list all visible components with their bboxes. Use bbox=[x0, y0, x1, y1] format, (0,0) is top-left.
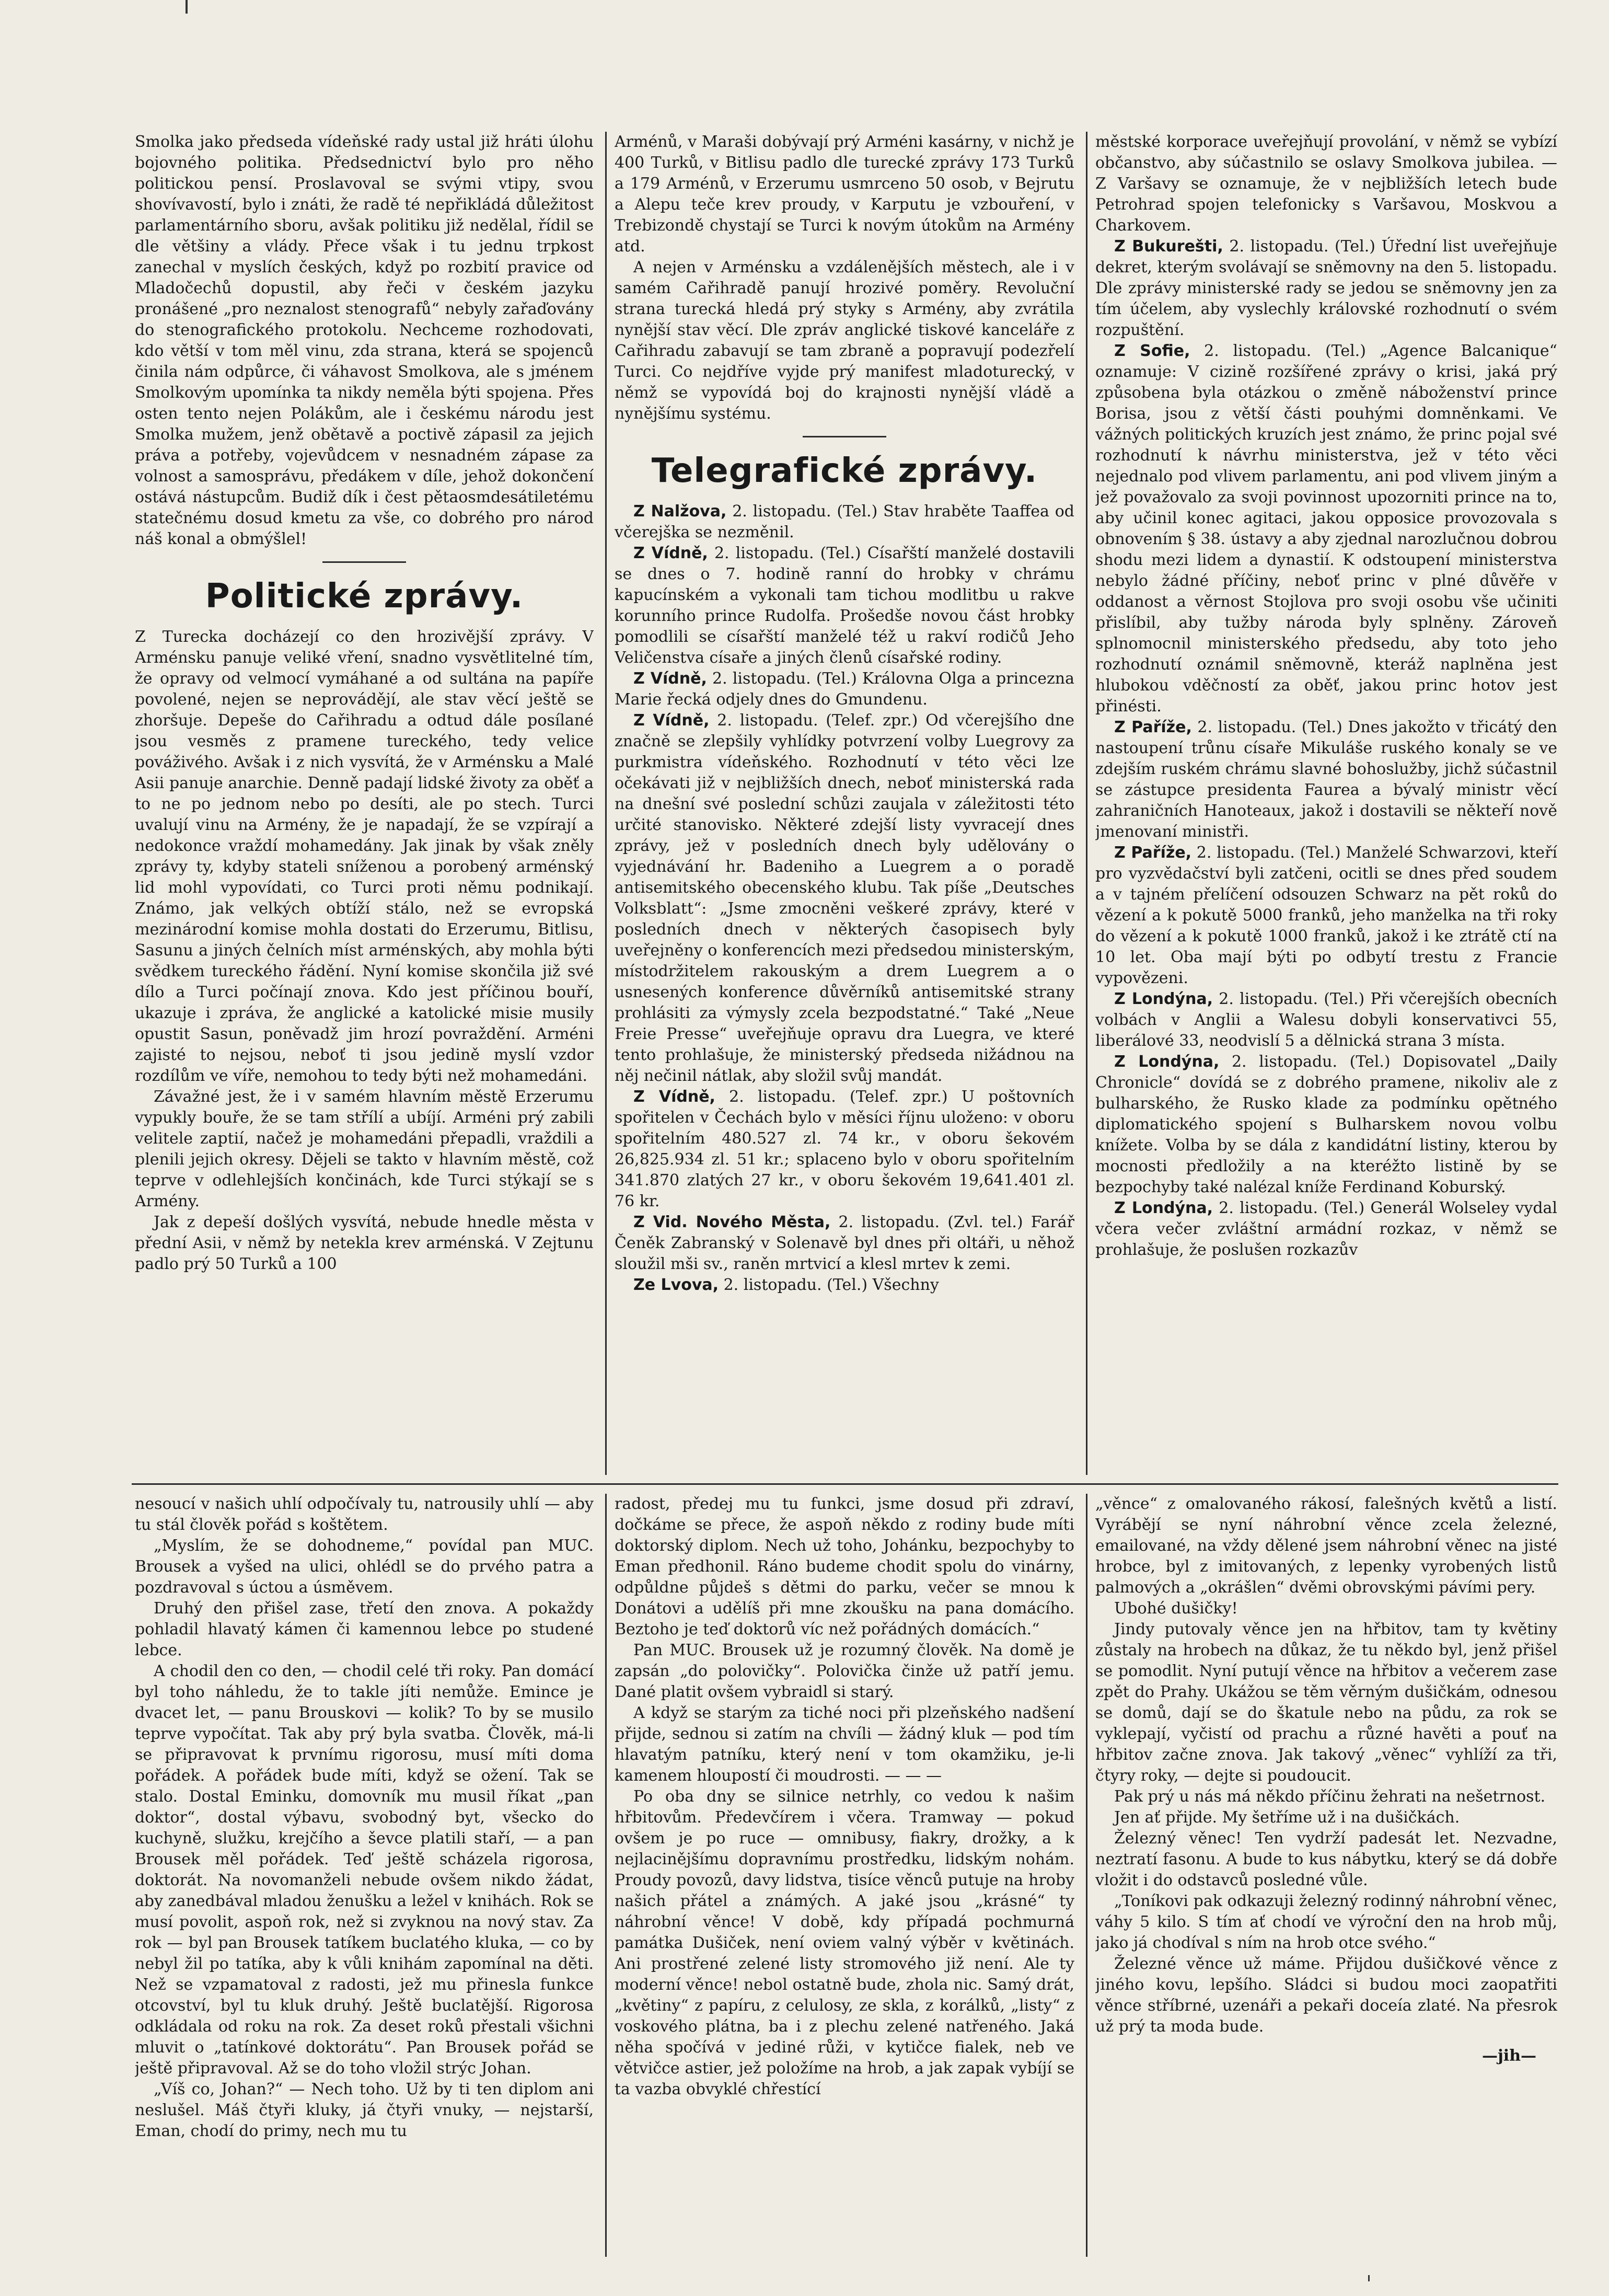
smolka-article-end: Smolka jako předseda vídeňské rady ustal již hráti úlohu bojovného politika. Předsednictví bylo pro něho politickou pensí. Proslavoval se svými vtipy, svou shovívavostí, bylo i znáti, že radě té nepřikládá důležitost parlamentárního sboru, avšak politiku již nedělal, řídil se dle většiny a vlády. Přece však i tu jednu trpkost zanechal v myslích českých, když po rozbití pravice od Mladočechů dopustil, aby řeči v českém jazyku pronášené „pro neznalost stenografů“ nebyly zařaďovány do stenografického protokolu. Nechceme rozhodovati, kdo větší v tom měl vinu, zda strana, která se spojenců činila nám odpůrce, či váhavost Smolkova, ale s jménem Smolkovým upomínka ta nikdy neměla býti spojena. Přes osten tento nejen Polákům, ale i českému národu jest Smolka mužem, jenž obětavě a poctivě zápasil za jejich práva a potřeby, vojevůdcem v nesnadném zápase za volnost a samosprávu, předákem v díle, jehož dokončení ostává nástupcům. Budiž dík i čest pětaosmdesátiletému statečnému dosud kmetu za vše, co dobrého pro národ náš konal a obmýšlel! bbox=[135, 133, 594, 548]
feuilleton-paragraph: nesoucí v našich uhlí odpočívaly tu, natrousily uhlí — aby tu stál člověk pořád s koštětem. bbox=[135, 1495, 594, 1534]
feuilleton-divider bbox=[132, 1483, 1558, 1485]
feuilleton-paragraph: „Toníkovi pak odkazuji železný rodinný náhrobní věnec, váhy 5 kilo. S tím ať chodí ve výroční den na hrob můj, jako já chodíval s ním na hrob otce svého.“ bbox=[1095, 1892, 1557, 1952]
dispatch-text: 2. listopadu. (Tel.) Královna Olga a princezna Marie řecká odjely dnes do Gmundenu. bbox=[615, 670, 1074, 709]
telegraficke-zpravy-heading: Telegrafické zprávy. bbox=[651, 452, 1038, 490]
feuilleton-paragraph: Pan MUC. Brousek už je rozumný člověk. Na domě je zapsán „do polovičky“. Polovička činže už patří jemu. Dané platit ovšem vybraidl si starý. bbox=[615, 1641, 1074, 1701]
paragraph-carihrad: A nejen v Arménsku a vzdálenějších městech, ale i v samém Cařihradě panují hrozivé poměry. Revoluční strana turecká hledá prý styky s Armény, aby zvrátila nynější stav věcí. Dle zpráv anglické tiskové kanceláře z Cařihradu zabavují se tam zbraně a popravují podezřelí Turci. Co nejdříve vyjde prý manifest mladoturecký, v němž se vypovídá boj do krajnosti nynější vládě a nynějšímu systému. bbox=[615, 258, 1074, 423]
dispatch-text: 2. listopadu. (Tel.) Manželé Schwarzovi, kteří pro vyzvědačství byli zatčeni, ocitli se dnes před soudem a v tajném přelíčení odsouzen Schwarz na pět roků do vězení a k pokutě 5000 franků, jeho manželka na tři roky do vězení a k pokutě 1000 franků, jakož i ke ztrátě ctí na 10 let. Oba mají býti po odbytí trestu z Francie vypovězeni. bbox=[1095, 844, 1557, 987]
separator-rule bbox=[322, 561, 406, 563]
top-margin-mark bbox=[186, 0, 188, 14]
feuilleton-paragraph: Železný věnec! Ten vydrží padesát let. Nezvadne, neztratí fasonu. A bude to kus nábytku, který se dá dobře vložit i do odstavců posledné vůle. bbox=[1095, 1829, 1557, 1889]
feuilleton-paragraph: „Myslím, že se dohodneme,“ povídal pan MUC. Brousek a vyšed na ulici, ohlédl se do prvého patra a pozdravoval s úctou a úsměvem. bbox=[135, 1537, 594, 1597]
column-top-right bbox=[1095, 132, 1557, 1477]
feuilleton-paragraph: Pak prý u nás má někdo příčinu žehrati na nešetrnost. bbox=[1114, 1787, 1546, 1806]
dispatch-text: 2. listopadu. (Telef. zpr.) U poštovních spořitelen v Čechách bylo v měsíci říjnu uloženo: v oboru spořitelním 480.527 zl. 74 kr., v oboru šekovém 26,825.934 zl. 51 kr.; splaceno bylo v oboru spořitelním 341.870 zlatých 27 kr., v oboru šekovém 19,641.401 zl. 76 kr. bbox=[615, 1088, 1074, 1210]
dispatch-item bbox=[1095, 717, 1557, 843]
dispatch-place: Z Londýna, bbox=[1114, 990, 1213, 1008]
feuilleton-paragraph: A chodil den co den, — chodil celé tři roky. Pan domácí byl toho náhledu, že to takle jíti nemůže. Emince je dvacet let, — panu Brouskovi — kolik? To by se musilo teprve vypočítat. Tak aby prý byla svatba. Člověk, má-li se připravovat k prvnímu rigorosu, musí míti doma pořádek. A pořádek bude míti, když se ožení. Tak se stalo. Dostal Eminku, domovník mu musil říkat „pan doktor“, dostal výbavu, svobodný byt, všecko do kuchyně, služku, krejčího a ševce platili staří, — a pan Brousek měl pořádek. Teď ještě scházela rigorosa, doktorát. Na novomanželi nebude ovšem nikdo žádat, aby zanedbával mladou ženušku a ležel v knihách. Rok se musí povolit, aspoň rok, než si zvyknou na nový stav. Za rok — byl pan Brousek tatíkem buclatého kluka, — co by nebyl žil po tatíka, aby k vůli knihám zapomínal na děti. Než se vzpamatoval z radosti, jež mu přinesla funkce otcovství, byl tu kluk druhý. Ještě buclatější. Rigorosa odkládala od roku na rok. Za deset roků přestali všichni mluvit o „tatínkové doktorátu“. Pan Brousek pořád se ještě připravoval. Až se do toho vložil strýc Johan. bbox=[135, 1662, 594, 2078]
dispatch-place: Z Vídně, bbox=[633, 711, 710, 730]
dispatch-item bbox=[615, 710, 1074, 1087]
dispatch-place: Z Vid. Nového Města, bbox=[633, 1213, 831, 1231]
dispatch-text: městské korporace uveřejňují provolání, v němž se vybízí občanstvo, aby súčastnilo se oslavy Smolkova jubilea. — Z Varšavy se oznamuje, že v nejbližších letech bude Petrohrad spojen telefonicky s Varšavou, Moskvou a Charkovem. bbox=[1095, 133, 1557, 235]
dispatch-item bbox=[1095, 132, 1557, 236]
dispatch-place: Z Paříže, bbox=[1114, 718, 1192, 736]
dispatch-item bbox=[1095, 341, 1557, 717]
column-top-left bbox=[135, 132, 594, 1477]
dispatch-item bbox=[1095, 236, 1557, 341]
separator-rule bbox=[803, 436, 886, 437]
dispatch-item bbox=[615, 1087, 1074, 1212]
feuilleton-paragraph: radost, předej mu tu funkci, jsme dosud při zdraví, dočkáme se přece, že aspoň někdo z rodiny bude míti doktorský diplom. Nech už toho, Johánku, bezpochyby to Eman předhonil. Ráno budeme chodit spolu do vinárny, odpůldne půjdeš s dětmi do parku, večer se mnou k Donátovi a udělíš při mne zkoušku na pana domácího. Beztoho je teď doktorů víc než pořádných domácích.“ bbox=[615, 1495, 1074, 1639]
bottom-margin-mark bbox=[1368, 2275, 1370, 2281]
column-rule-bottom-2 bbox=[1086, 1494, 1087, 2257]
dispatch-item bbox=[615, 543, 1074, 668]
dispatch-item bbox=[1095, 1052, 1557, 1198]
politicke-zpravy-heading: Politické zprávy. bbox=[205, 577, 524, 616]
dispatch-item bbox=[615, 668, 1074, 710]
dispatch-place: Z Vídně, bbox=[633, 1088, 715, 1106]
feuilleton-paragraph: Jindy putovaly věnce jen na hřbitov, tam ty květiny zůstaly na hrobech na důkaz, že tu někdo byl, jenž přišel se pomodlit. Nyní putují věnce na hřbitov a večerem zase zpět do Prahy. Ukážou se těm věrným dušičkám, odnesou se domů, dají se do škatule nebo na půdu, za rok se vyklepají, vyčistí od prachu a různé havěti a pouť na hřbitov začne znova. Jak takový „věnec“ vyhlíží za tři, čtyry roky, — dejte si poudoucit. bbox=[1095, 1620, 1557, 1785]
column-rule-top-2 bbox=[1086, 132, 1087, 1475]
dispatch-item bbox=[1095, 843, 1557, 989]
feuilleton-paragraph: Po oba dny se silnice netrhly, co vedou k našim hřbitovům. Předevčírem i včera. Tramway — pokud ovšem je po ruce — omnibusy, fiakry, drožky, a k nejlacinějšímu dopravnímu prostředku, lidským nohám. Proudy povozů, davy lidstva, tisíce věnců putuje na hroby našich přátel a známých. A jaké jsou „krásné“ ty náhrobní věnce! V době, kdy případá pochmurná památka Dušiček, není oviem valný výběr v květinách. Ani prostřené zelené listy stromového již není. Ale ty moderní věnce! nebol ostatně bude, zhola nic. Samý drát, „květiny“ z papíru, z celulosy, ze skla, z korálků, „listy“ z voskového plátna, ba i z plechu zelené natřeného. Jaká něha spočívá v jediné růži, v kytičce fialek, neb ve větvičce astier, jež položíme na hrob, a jak zapak vybíjí se ta vazba obvyklé chřestící bbox=[615, 1787, 1074, 2098]
dispatch-place: Ze Lvova, bbox=[633, 1276, 719, 1294]
dispatch-text: 2. listopadu. (Tel.) Dopisovatel „Daily Chronicle“ dovídá se z dobrého pramene, nikoliv ale z bulharského, že Rusko klade za podmínku opětného diplomatického spojení s Bulharskem novou volbu knížete. Volba by se dála z kandidátní listiny, kterou by mocnosti předložily a na kteréžto listině by se bezpochyby také nalézal kníže Ferdinand Koburský. bbox=[1095, 1053, 1557, 1196]
dispatch-place: Z Sofie, bbox=[1114, 342, 1190, 360]
dispatch-text: 2. listopadu. (Tel.) Všechny bbox=[723, 1276, 939, 1294]
column-bottom-left bbox=[135, 1494, 594, 2262]
feuilleton-paragraph: Železné věnce už máme. Přijdou dušičkové věnce z jiného kovu, lepšího. Sládci si budou moci zaopatřiti věnce stříbrné, uzenáři a pekaři doceía zlaté. Na přesrok už prý ta moda bude. bbox=[1095, 1955, 1557, 2036]
paragraph-turecko: Z Turecka docházejí co den hrozivější zprávy. V Arménsku panuje veliké vření, snadno vysvětlitelné tím, že opravy od velmocí vymáhané a od sultána na papíře povolené, nejen se neprovádějí, ale stav věcí ještě se zhoršuje. Depeše do Cařihradu a odtud dále posílané jsou vesměs z pramene tureckého, tedy velice pováživého. Avšak i z nich vysvítá, že v Arménsku a Malé Asii panuje anarchie. Denně padají lidské životy za oběť a to ne po jednom nebo po desíti, ale po stech. Turci uvalují vinu na Armény, že je napadají, že se vzpírají a nedokonce vraždí mohamedány. Jak jinak by však zněly zprávy ty, kdyby stateli sníženou a porobený arménský lid mohl vypovídati, co Turci proti němu podnikají. Známo, jak velkých obtíží stálo, než se evropská mezinárodní komise mohla dostati do Erzerumu, Bitlisu, Sasunu a jiných čelních míst arménských, aby mohla býti svědkem tureckého řádění. Nyní komise skončila již své dílo a Turci počínají znova. Kdo jest příčinou bouří, ukazuje i zpráva, že anglické a katolické misie musily opustit Sasun, poněvadž jim hrozí povraždění. Arméni zajisté to nejsou, neboť ti jsou jedině myslí vzdor rozdílům ve víře, nemohou to tedy býti než mohamedáni. bbox=[135, 628, 594, 1085]
feuilleton-paragraph: Druhý den přišel zase, třetí den znova. A pokaždy pohladil hlavatý kámen či kamennou lebce po studené lebce. bbox=[135, 1599, 594, 1659]
dispatch-text: 2. listopadu. (Zvl. tel.) Farář Čeněk Zabranský v Solenavě byl dnes při oltáři, u něhož sloužil mši sv., raněn mrtvicí a klesl mrtev k zemi. bbox=[615, 1213, 1074, 1273]
dispatch-text: 2. listopadu. (Tel.) Úřední list uveřejňuje dekret, kterým svolávají se sněmovny na den 5. listopadu. Dle zprávy ministerské rady se jedou se sněmovny jen za tím účelem, aby vyslechly královské rozhodnutí o svém rozpuštění. bbox=[1095, 237, 1557, 339]
dispatch-item bbox=[615, 1212, 1074, 1275]
column-rule-bottom-1 bbox=[605, 1494, 607, 2257]
column-bottom-middle bbox=[615, 1494, 1074, 2262]
paragraph-zejtun: Jak z depeší došlých vysvítá, nebude hnedle města v přední Asii, v němž by netekla krev arménská. V Zejtunu padlo prý 50 Turků a 100 bbox=[135, 1213, 594, 1273]
feuilleton-paragraph: „věnce“ z omalovaného rákosí, falešných květů a listí. Vyrábějí se nyní náhrobní věnce zcela železné, emailované, na vždy dělené jsem náhrobní věnec na jisté hrobce, byl z imitovaných, z lepenky vyrobených listů palmových a „okrášlen“ dvěmi obrovskými pávími pery. bbox=[1095, 1495, 1557, 1597]
dispatch-item bbox=[1095, 1198, 1557, 1261]
paragraph-armeni: Arménů, v Maraši dobývají prý Arméni kasárny, v nichž je 400 Turků, v Bitlisu padlo dle turecké zprávy 173 Turků a 179 Arménů, v Erzerumu usmrceno 50 osob, v Bejrutu a Alepu teče krev proudy, v Karputu je vzbouření, v Trebizondě chystají se Turci k novým útokům na Armény atd. bbox=[615, 133, 1074, 256]
dispatch-place: Z Vídně, bbox=[633, 670, 707, 688]
dispatch-text: 2. listopadu. (Tel.) Císařští manželé dostavili se dnes o 7. hodině ranní do hrobky v chrámu kapucínském a vykonali tam tichou modlitbu u rakve korunního prince Rudolfa. Prošedše novou část hrobky pomodlili se císařští manželé též u rakví rodičů Jeho Veličenstva císaře a jiných členů císařské rodiny. bbox=[615, 544, 1074, 667]
author-signature: —jih— bbox=[1481, 2047, 1536, 2065]
feuilleton-paragraph: „Víš co, Johan?“ — Nech toho. Už by ti ten diplom ani neslušel. Máš čtyři kluky, já čtyři vnuky, — nejstarší, Eman, chodí do primy, nech mu tu bbox=[135, 2080, 594, 2140]
dispatch-place: Z Londýna, bbox=[1114, 1053, 1220, 1071]
dispatch-text: 2. listopadu. (Tel.) Dnes jakožto v třicátý den nastoupení trůnu císaře Mikuláše ruského konaly se ve zdejším ruském chrámu slavné bohoslužby, jichž súčastnil se zástupce presidenta Faurea a bývalý ministr věcí zahraničních Hanoteaux, jakož i dostavili se někteří nově jmenovaní ministři. bbox=[1095, 718, 1557, 841]
paragraph-erzerum: Závažné jest, že i v samém hlavním městě Erzerumu vypukly bouře, že se tam střílí a ubíjí. Arméni prý zabili velitele zaptií, načež je mohamedáni přepadli, vraždili a plenili jejich okresy. Dějeli se takto v hlavním městě, což teprve v odlehlejších končinách, kde Turci stýkají se s Armény. bbox=[135, 1088, 594, 1210]
dispatch-text: 2. listopadu. (Tel.) Při včerejších obecních volbách v Anglii a Walesu dobyli konservativci 55, liberálové 33, neodvislí 5 a dělnická strana 3 místa. bbox=[1095, 990, 1557, 1050]
feuilleton-paragraph: A když se starým za tiché noci při plzeňského nadšení přijde, sednou si zatím na chvíli — žádný kluk — pod tím hlavatým patníku, který není v tom okamžiku, je-li kamenem hloupostí či moudrosti. — — — bbox=[615, 1704, 1074, 1785]
column-rule-top-1 bbox=[605, 132, 607, 1475]
dispatch-place: Z Paříže, bbox=[1114, 844, 1192, 862]
dispatch-text: 2. listopadu. (Telef. zpr.) Od včerejšího dne značně se zlepšily vyhlídky potvrzení volby Luegrovy za purkmistra vídeňského. Rozhodnutí v této věci lze očekávati již v nejbližších dnech, neboť ministerská rada na dnešní své poslední schůzi zaujala v záležitosti této určité stanovisko. Některé zdejší listy vyvracejí dnes zprávy, jež v posledních dnech byly udělovány o vyjednávání hr. Badeniho a Luegrem a o poradě antisemitského obecenského klubu. Tak píše „Deutsches Volksblatt“: „Jsme zmocněni veškeré zprávy, které v posledních dnech v některých časopisech byly uveřejněny o konferencích mezi předsedou ministerským, místodržitelem rakouským a drem Luegrem a o usnesených konference důvěrníků antisemitské strany prohlásiti za výmysly zcela bezpodstatné.“ Také „Neue Freie Presse“ uveřejňuje opravu dra Luegra, ve které tento prohlašuje, že ministerský předseda nižádnou na něj nečinil nátlak, aby složil svůj mandát. bbox=[615, 711, 1074, 1085]
dispatch-text: 2. listopadu. (Tel.) Stav hraběte Taaffea od včerejška se nezměnil. bbox=[615, 502, 1074, 541]
feuilleton-paragraph: Jen ať přijde. My šetříme už i na dušičkách. bbox=[1114, 1808, 1460, 1827]
dispatch-place: Z Nalžova, bbox=[633, 502, 727, 521]
dispatch-text: 2. listopadu. (Tel.) Generál Wolseley vydal včera večer zvláštní armádní rozkaz, v němž se prohlašuje, že poslušen rozkazův bbox=[1095, 1199, 1557, 1259]
dispatch-item bbox=[615, 1275, 1074, 1296]
column-bottom-right bbox=[1095, 1494, 1557, 2262]
dispatch-item bbox=[615, 501, 1074, 543]
column-top-middle bbox=[615, 132, 1074, 1477]
dispatch-text: 2. listopadu. (Tel.) „Agence Balcanique“ oznamuje: V cizině rozšířené zprávy o krisi, jaká prý způsobena byla otázkou o změně náboženství prince Borisa, jsou z větší části pouhými domněnkami. Ve vážných politických kruzích jest známo, že princ pojal své rozhodnutí k návrhu ministerstva, jež v této věci nejednalo pod vlivem parlamentu, ani pod vlivem jiným a jež považovalo za svoji povinnost upozorniti prince na to, aby učinil konec agitaci, jakou opposice provozovala s obnovením § 38. ústavy a aby zjednal narozlučnou dobrou shodu mezi lidem a dynastií. K odstoupení ministerstva nebylo žádné příčiny, neboť princ v plné důvěře v oddanost a věrnost Stojlova pro svoji osobu vše učiniti přislíbil, aby tužby národa byly splněny. Zároveň splnomocnil ministerského předsedu, aby toto jeho rozhodnutí oznámil sněmovně, kteráž naplněna jest hlubokou vděčností za oběť, jakou princ hotov jest přinésti. bbox=[1095, 342, 1557, 716]
feuilleton-paragraph: Ubohé dušičky! bbox=[1114, 1599, 1238, 1618]
dispatch-place: Z Vídně, bbox=[633, 544, 708, 562]
dispatch-place: Z Londýna, bbox=[1114, 1199, 1213, 1217]
dispatch-place: Z Bukurešti, bbox=[1114, 237, 1223, 256]
dispatch-item bbox=[1095, 989, 1557, 1052]
